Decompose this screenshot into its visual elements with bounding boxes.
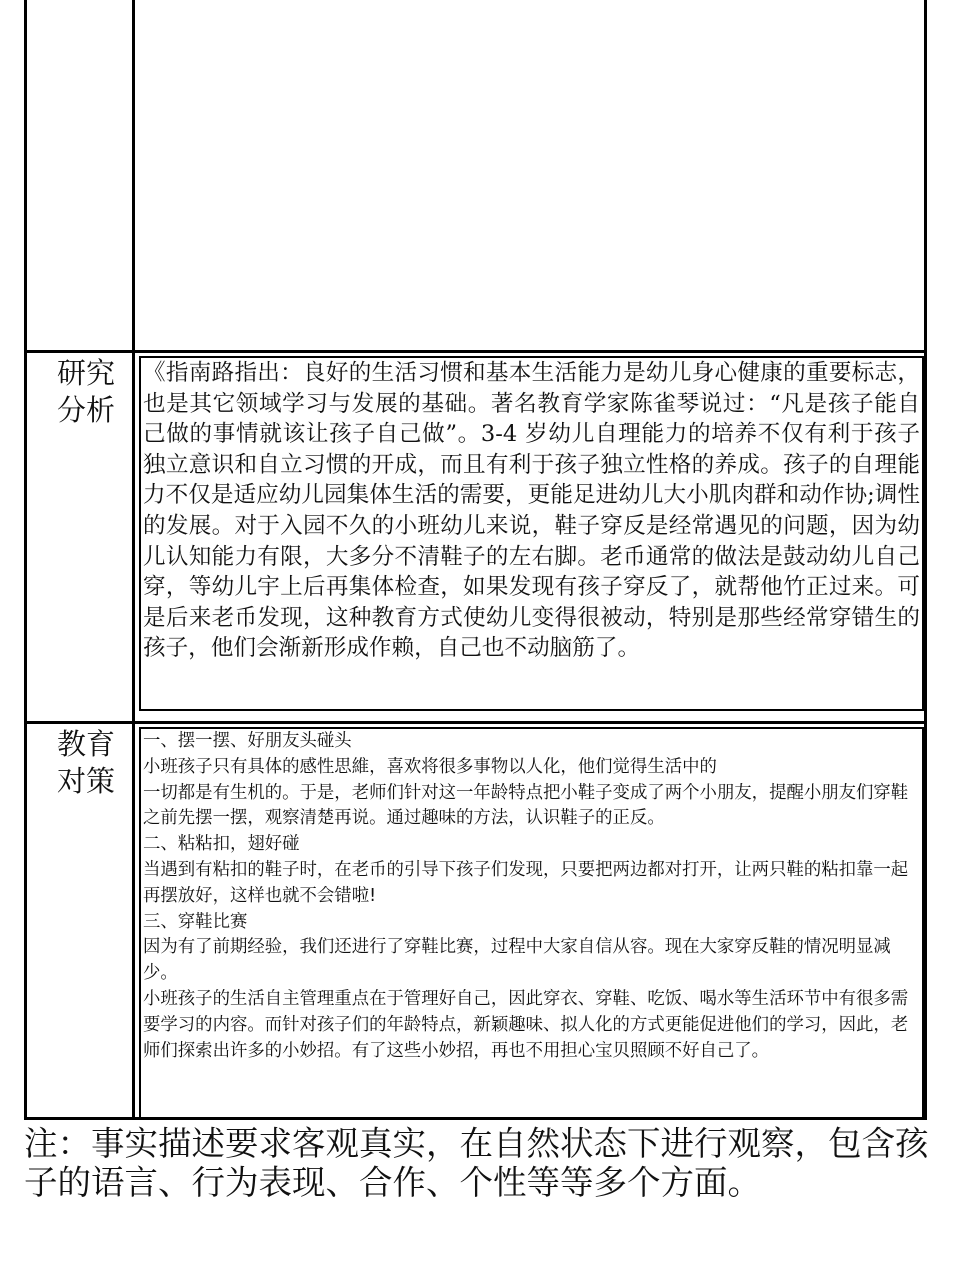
record-table (24, 0, 927, 1120)
strategy-heading-2: 二、粘粘扣，翅好碰 (143, 834, 300, 855)
label-cell-research-analysis (27, 353, 135, 721)
table-row-empty (27, 0, 924, 350)
footer-note: 注：事实描述要求客观真实，在自然状态下进行观察，包含孩子的语言、行为表现、合作、个性等等多个方面。 (24, 1124, 929, 1202)
content-cell-research-analysis (135, 353, 924, 721)
strategy-paragraph: 小班孩子只有具体的感性思維，喜欢将很多事物以人化，他们觉得生活中的 (143, 756, 717, 777)
strategy-heading-3: 三、穿鞋比赛 (143, 911, 248, 932)
content-cell-empty (135, 0, 924, 350)
content-cell-education-strategy (135, 724, 924, 1117)
strategy-paragraph: 当遇到有粘扣的鞋子时，在老币的引导下孩子们发现，只要把两边都对打开，让两只鞋的粘扣靠一起再摆放好，这样也就不会错啦! (143, 859, 909, 906)
research-analysis-label: 研究 分析 (57, 356, 116, 427)
label-cell-empty (27, 0, 135, 350)
education-strategy-text (139, 727, 924, 1117)
education-strategy-label: 教育 对策 (57, 727, 116, 798)
strategy-summary-paragraph: 小班孩子的生活自主管理重点在于管理好自己，因此穿衣、穿鞋、吃饭、喝水等生活环节中有很多需要学习的内容。而针对孩子们的年龄特点，新颖趣味、拟人化的方式更能促进他们的学习，因此，老师们探索出许多的小妙招。有了这些小妙招，再也不用担心宝贝照顾不好自己了。 (143, 988, 909, 1061)
table-row-research-analysis (27, 350, 924, 721)
table-row-education-strategy (27, 721, 924, 1117)
strategy-paragraph: 一切都是有生机的。于是，老师们针对这一年龄特点把小鞋子变成了两个小朋友，提醒小朋友们穿鞋之前先摆一摆，观察清楚再说。通过趣味的方法，认识鞋子的正反。 (143, 782, 909, 829)
strategy-heading-1: 一、摆一摆、好朋友头碰头 (143, 731, 352, 751)
strategy-paragraph: 因为有了前期经验，我们还进行了穿鞋比赛，过程中大家自信从容。现在大家穿反鞋的情况明显减少。 (143, 937, 891, 984)
research-analysis-text: 《指南路指出：良好的生活习惯和基本生活能力是幼儿身心健康的重要标志，也是其它领域学习与发展的基础。著名教育学家陈雀琴说过：“凡是孩子能自己做的事情就该让孩子自己做”。3-4 岁幼儿自理能力的培养不仅有利于孩子独立意识和自立习惯的开成，而且有利于孩子独立性格的养成。孩子的自理能力不仅是适应幼儿园集体生活的需要，更能足进幼儿大小肌肉群和动作协;调性的发展。对于入园不久的小班幼儿来说，鞋子穿反是经常遇见的问题，因为幼儿认知能力有限，大多分不清鞋子的左右脚。老币通常的做法是鼓动幼儿自己穿，等幼儿宇上后再集体检查，如果发现有孩子穿反了，就帮他竹正过来。可是后来老币发现，这种教育方式使幼儿变得很被动，特别是那些经常穿错生的孩子，他们会渐新形成作赖，自己也不动脑筋了。 (139, 356, 924, 711)
label-cell-education-strategy (27, 724, 135, 1117)
